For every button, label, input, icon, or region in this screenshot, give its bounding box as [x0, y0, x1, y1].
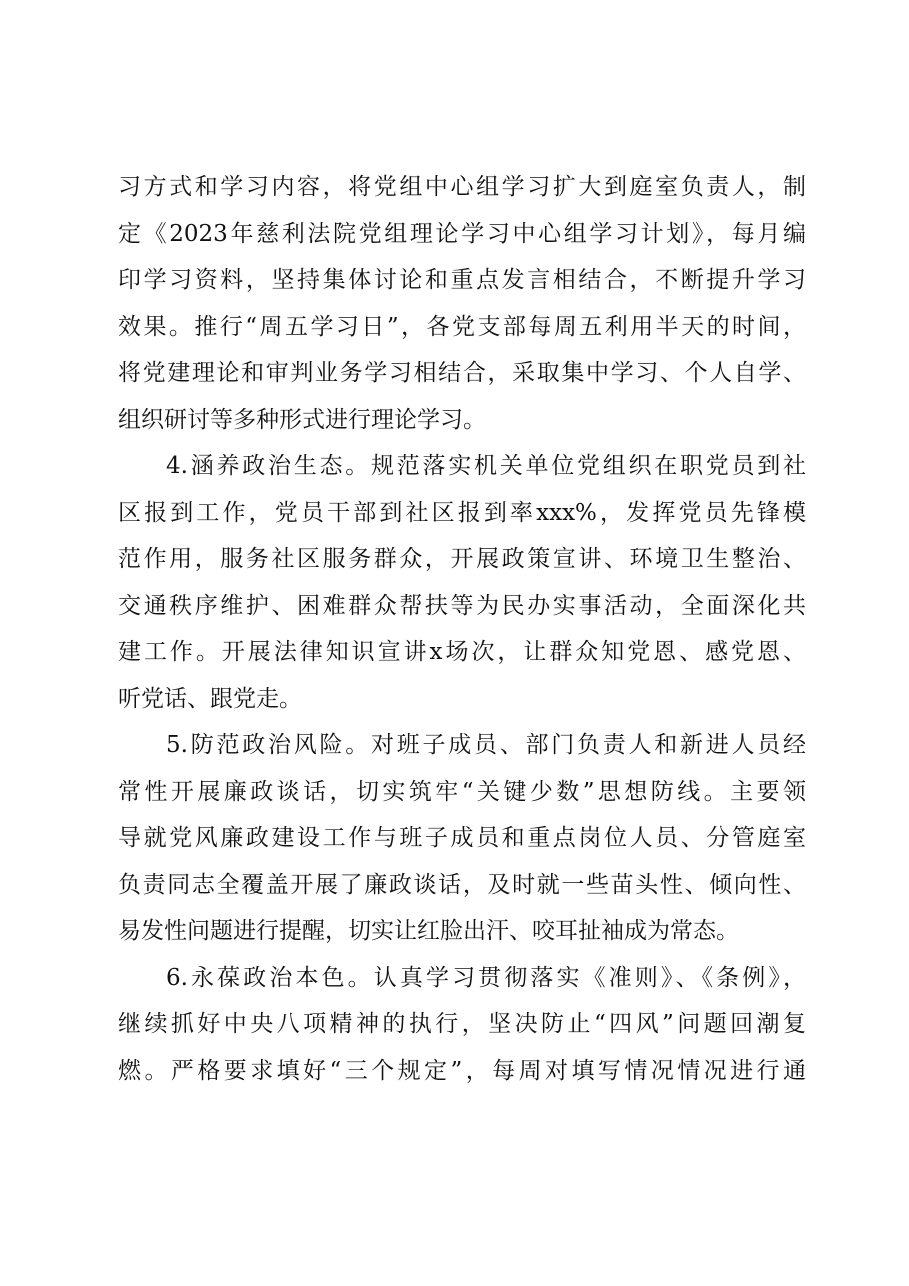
- text-line: 6.永葆政治本色。认真学习贯彻落实《准则》、《条例》，: [166, 964, 806, 991]
- text-line: 范作用，服务社区服务群众，开展政策宣讲、环境卫生整治、: [118, 546, 806, 572]
- text-line: 建工作。开展法律知识宣讲x场次，让群众知党恩、感党恩、: [118, 639, 806, 665]
- paragraph-study-methods: [118, 164, 806, 443]
- text-line: 印学习资料，坚持集体讨论和重点发言相结合，不断提升学习: [118, 267, 806, 293]
- text-line: 5.防范政治风险。对班子成员、部门负责人和新进人员经: [166, 732, 806, 758]
- text-line: 习方式和学习内容，将党组中心组学习扩大到庭室负责人，制: [118, 174, 806, 200]
- paragraph-political-risk: [118, 722, 806, 955]
- text-line: 继续抓好中央八项精神的执行，坚决防止“四风”问题回潮复: [118, 1011, 806, 1037]
- text-line: 效果。推行“周五学习日”，各党支部每周五利用半天的时间，: [118, 313, 806, 340]
- text-line: 4.涵养政治生态。规范落实机关单位党组织在职党员到社: [166, 453, 806, 479]
- text-line: 常性开展廉政谈话，切实筑牢“关键少数”思想防线。主要领: [118, 778, 806, 805]
- text-line: 易发性问题进行提醒，切实让红脸出汗、咬耳扯袖成为常态。: [118, 918, 739, 944]
- text-line: 交通秩序维护、困难群众帮扶等为民办实事活动，全面深化共: [118, 592, 806, 619]
- text-line: 区报到工作，党员干部到社区报到率xxx%，发挥党员先锋模: [118, 499, 806, 526]
- text-line: 组织研讨等多种形式进行理论学习。: [118, 406, 486, 433]
- document-body: [118, 164, 806, 1094]
- text-line: 导就党风廉政建设工作与班子成员和重点岗位人员、分管庭室: [118, 825, 806, 851]
- text-line: 将党建理论和审判业务学习相结合，采取集中学习、个人自学、: [118, 360, 806, 386]
- text-line: 定《2023年慈利法院党组理论学习中心组学习计划》，每月编: [118, 220, 806, 247]
- text-line: 负责同志全覆盖开展了廉政谈话，及时就一些苗头性、倾向性、: [118, 871, 806, 898]
- text-line: 燃。严格要求填好“三个规定”，每周对填写情况情况进行通: [118, 1057, 806, 1084]
- paragraph-political-integrity: [118, 955, 806, 1095]
- text-line: 听党话、跟党走。: [118, 685, 302, 712]
- paragraph-political-ecology: [118, 443, 806, 722]
